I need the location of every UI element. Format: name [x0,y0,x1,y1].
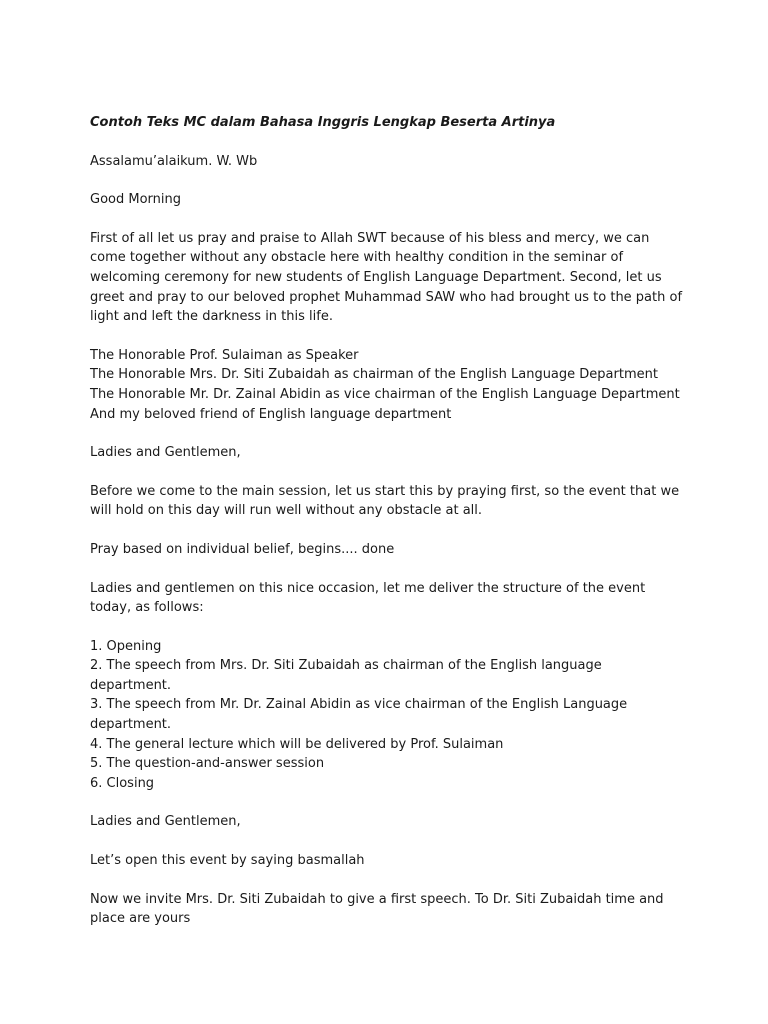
document-title: Contoh Teks MC dalam Bahasa Inggris Lengkap Beserta Artinya [90,115,556,130]
structure-paragraph [90,579,690,618]
ladies-gentlemen-2: Ladies and Gentlemen, [90,814,241,830]
document-body [90,113,690,948]
agenda-item: 6. Closing [90,775,155,791]
good-morning: Good Morning [90,192,181,208]
greeting: Assalamu’alaikum. W. Wb [90,153,258,169]
opening-line: First of all let us pray and praise to Allah SWT because of his bless and mercy, we can [90,230,650,246]
agenda-item: department. [90,717,172,733]
opening-line: come together without any obstacle here with healthy condition in the seminar of [90,250,624,266]
honorables-list [90,346,690,424]
ladies-gentlemen-1: Ladies and Gentlemen, [90,445,241,461]
opening-line: greet and pray to our beloved prophet Muhammad SAW who had brought us to the path of [90,289,683,305]
basmallah-line: Let’s open this event by saying basmallah [90,853,365,869]
invite-line: place are yours [90,911,191,927]
pray-line: Pray based on individual belief, begins.... done [90,541,395,557]
before-line: will hold on this day will run well without any obstacle at all. [90,503,483,519]
structure-line: today, as follows: [90,600,204,616]
agenda-item: 4. The general lecture which will be delivered by Prof. Sulaiman [90,736,504,752]
agenda-item: department. [90,677,172,693]
agenda-item: 5. The question-and-answer session [90,756,325,772]
invite-paragraph [90,890,690,929]
honorable-line: The Honorable Mr. Dr. Zainal Abidin as vice chairman of the English Language Department [90,386,680,402]
agenda-item: 2. The speech from Mrs. Dr. Siti Zubaidah as chairman of the English language [90,658,602,674]
opening-paragraph [90,229,690,327]
structure-line: Ladies and gentlemen on this nice occasion, let me deliver the structure of the event [90,580,646,596]
before-line: Before we come to the main session, let us start this by praying first, so the event that we [90,483,680,499]
honorable-line: The Honorable Mrs. Dr. Siti Zubaidah as chairman of the English Language Department [90,367,658,383]
honorable-line: The Honorable Prof. Sulaiman as Speaker [90,347,359,363]
agenda-list [90,637,690,794]
opening-line: light and left the darkness in this life. [90,309,333,325]
before-paragraph [90,482,690,521]
agenda-item: 3. The speech from Mr. Dr. Zainal Abidin as vice chairman of the English Language [90,697,628,713]
agenda-item: 1. Opening [90,638,162,654]
honorable-line: And my beloved friend of English language department [90,406,452,422]
opening-line: welcoming ceremony for new students of English Language Department. Second, let us [90,269,662,285]
invite-line: Now we invite Mrs. Dr. Siti Zubaidah to give a first speech. To Dr. Siti Zubaidah time and [90,891,664,907]
